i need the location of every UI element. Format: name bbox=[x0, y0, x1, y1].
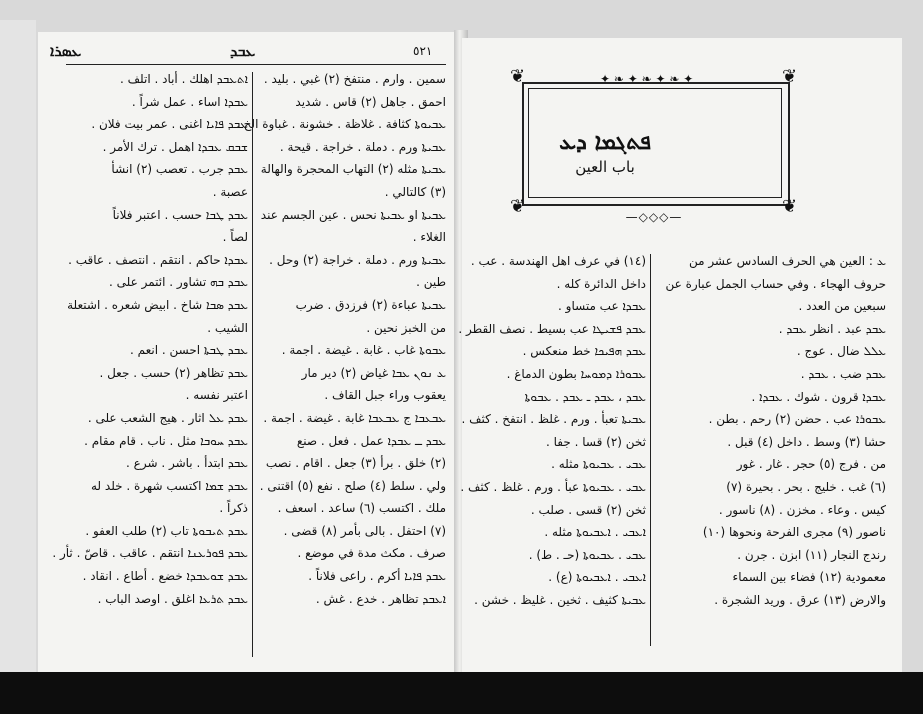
entry-line: ܥܒܝ . ܥܒܝܘܬܐ مثله . bbox=[551, 457, 646, 472]
left-margin bbox=[0, 20, 36, 680]
entry-line: ناصور (٩) مجرى الفرحة ونحوها (١٠) bbox=[702, 525, 886, 540]
entry-line: عصبة . bbox=[212, 184, 248, 199]
entry-line: ܥܒܘܪܐ ܕܡܘܚܐ بطون الدماغ . bbox=[506, 366, 646, 381]
entry-line: حروف الهجاء . وفي حساب الجمل عبارة عن bbox=[665, 276, 886, 291]
column-divider bbox=[650, 254, 651, 646]
entry-line: ܥܒܕܐ عب متساو . bbox=[558, 299, 646, 314]
entry-line: ܥܒܕܐ حاكم . انتقم . انتصف . عاقب . bbox=[68, 252, 248, 267]
entry-line: ولي . سلط (٤) صلح . نفع (٥) اقتنى . bbox=[259, 478, 446, 493]
entry-line: اعتبر نفسه . bbox=[185, 388, 248, 403]
entry-line: ܥܒܕ تظاهر (٢) حسب . جعل . bbox=[99, 365, 248, 380]
entry-line: ܥܒܝ . ܥܒܝܘܬܐ (حـ . ط) . bbox=[528, 547, 646, 562]
entry-line: داخل الدائرة كله . bbox=[556, 276, 646, 291]
entry-line: (٣) كالتالي . bbox=[384, 184, 446, 199]
divider-ornament-icon: —◇◇◇— bbox=[625, 210, 683, 224]
entry-line: احمق . جاهل (٢) قاس . شديد bbox=[295, 94, 446, 109]
column-divider bbox=[252, 72, 253, 657]
chapter-title-syriac: ܦܬܓܡܐ ܕܥ bbox=[559, 130, 651, 155]
page-number: ٥٢١ bbox=[413, 44, 433, 58]
entry-line: ܥܒܝܬܐ مثله (٢) التهاب المحجرة والهالة bbox=[260, 162, 446, 177]
entry-line: ܥܒܘܪܐ عب . حضن (٢) رحم . بطن . bbox=[708, 412, 886, 427]
entry-line: ܥܒܕ ܚܘܒܐ مثل . ناب . قام مقام . bbox=[84, 433, 248, 448]
entry-line: ܥܒܝܬܐ تعبأ . ورم . غلظ . انتفخ . كثف . bbox=[461, 412, 646, 427]
column-right bbox=[236, 68, 446, 610]
column-right bbox=[658, 250, 886, 612]
chapter-title-arabic: باب العين bbox=[575, 158, 635, 176]
entry-line: والارض (١٣) عرق . وريد الشجرة . bbox=[714, 592, 886, 607]
entry-line: ܥܒܕ ܦܘܪܥܢܐ انتقم . عاقب . قاصّ . ثأر . bbox=[52, 546, 248, 561]
entry-line: ܥܒܕ ܦܐܝܐ أكرم . راعى فلاناً . bbox=[308, 569, 446, 584]
corner-ornament-icon: ❦ bbox=[510, 66, 526, 87]
corner-ornament-icon: ❦ bbox=[782, 66, 798, 87]
entry-line: ܥܒܕ ܥܠ اثار . هيج الشعب على . bbox=[87, 410, 248, 425]
entry-line: ܥܒܘܬܐ غاب . غابة . غيضة . اجمة . bbox=[281, 343, 446, 358]
entry-line: ܥܒܕ ܫܡܐ اكتسب شهرة . خلد له bbox=[90, 478, 248, 493]
entry-line: (٢) خلق . برأ (٣) جعل . اقام . نصب bbox=[265, 456, 446, 471]
entry-line: صرف . مكث مدة في موضع . bbox=[297, 546, 446, 561]
entry-line: ܐܬܥܒܕ اهلك . أباد . اتلف . bbox=[119, 72, 248, 86]
entry-line: ܥܒܕ ܛܒܐ حسب . اعتبر فلاناً bbox=[112, 207, 248, 222]
entry-line: ܥܒܕ ܣܒܐ شاخ . ابيض شعره . اشتعلة bbox=[67, 297, 248, 312]
entry-line: ܥܒܕ ܦܐܝܐ اغنى . عمر بيت فلان . bbox=[91, 117, 248, 132]
entry-line: معمودية (١٢) فضاء بين السماء bbox=[732, 570, 886, 585]
header-rule bbox=[66, 64, 446, 65]
entry-line: ܥܒܕ ܬܝܒܘܬܐ تاب (٢) طلب العفو . bbox=[85, 523, 248, 538]
entry-line: ܥܒܥܒܐ ج ܥܒܥܒܐ غابة . غيضة . اجمة . bbox=[263, 410, 446, 425]
entry-line: ܥܒܕ ــ ܥܒܕܐ عمل . فعل . صنع bbox=[296, 433, 446, 448]
entry-line: ܥܒܕ ܗܦܝܟܐ خط منعكس . bbox=[522, 344, 646, 359]
entry-line: ذكراً . bbox=[219, 501, 248, 516]
entry-line: ܫܒܩ ܥܒܕܐ اهمل . ترك الأمر . bbox=[102, 139, 248, 154]
entry-line: ܥܒܕ عبد . انظر ܥܒܕ . bbox=[778, 321, 886, 336]
entry-line: رندج النجار (١١) ابزن . جرن . bbox=[737, 547, 886, 562]
entry-line: ܥܒܕܐ اساء . عمل شراً . bbox=[131, 94, 248, 109]
entry-line: (١٤) في عرف اهل الهندسة . عب . bbox=[470, 254, 646, 268]
left-page bbox=[38, 32, 458, 672]
entry-line: ܥ ܢܘܢ ܥܒܐ غياض (٢) دير مار bbox=[301, 365, 446, 380]
entry-line: حشا (٣) وسط . داخل (٤) قبل . bbox=[727, 434, 886, 449]
entry-line: ܥܒܝ . ܥܒܝܘܬܐ عبأ . ورم . غلظ . كثف . bbox=[460, 479, 646, 494]
entry-line: طين . bbox=[416, 275, 446, 290]
entry-line: يعقوب وراء جبل القاف . bbox=[324, 388, 446, 403]
bottom-shadow bbox=[0, 672, 923, 714]
entry-line: ܥܒܝܬܐ ورم . دملة . خراجة . قيحة . bbox=[279, 139, 446, 154]
running-head-right: ܥܣܪܐ bbox=[50, 42, 82, 60]
entry-line: ثخن (٢) قسى . صلب . bbox=[530, 502, 646, 517]
entry-line: ܐܥܒܕ تظاهر . خدع . غش . bbox=[315, 591, 446, 606]
entry-line: ܥܒܕ ܬܪܥܐ اغلق . اوصد الباب . bbox=[97, 591, 248, 606]
entry-line: ܥܒܝܬܐ كثيف . ثخين . غليظ . خشن . bbox=[474, 592, 646, 607]
column-left bbox=[458, 250, 646, 612]
entry-line: ܥܒܝܬܐ ورم . دملة . خراجة (٢) وحل . bbox=[269, 252, 446, 267]
entry-line: ܥܒܕ ابتدأ . باشر . شرع . bbox=[126, 456, 248, 471]
entry-line: ܐܥܒܝ . ܐܥܒܝܘܬܐ مثله . bbox=[544, 525, 646, 540]
right-page bbox=[458, 38, 902, 672]
entry-line: ܥܒܕ ܛܒܬܐ احسن . انعم . bbox=[129, 343, 248, 358]
entry-line: سبعين من العدد . bbox=[798, 299, 886, 314]
entry-line: كيس . وعاء . مخزن . (٨) ناسور . bbox=[718, 502, 886, 517]
entry-line: (٦) غب . خليج . بحر . بحيرة (٧) bbox=[726, 479, 886, 494]
entry-line: ܥ : العين هي الحرف السادس عشر من bbox=[688, 254, 886, 268]
entry-line: ܥܒܕ ، ܥܒܕ ـ ܥܒܕ . ܥܒܘܬܐ bbox=[524, 389, 646, 404]
entry-line: ܥܒܝܘܬܐ كثافة . غلاظة . خشونة . غباوة الخ . bbox=[236, 117, 446, 132]
entry-line: ܥܒܕܐ قرون . شوك . ܥܒܕܐ . bbox=[751, 389, 886, 404]
entry-line: الشيب . bbox=[207, 320, 248, 335]
entry-line: من . فرج (٥) حجر . غار . غور bbox=[736, 457, 886, 472]
entry-line: سمين . وارم . منتفخ (٢) غبي . بليد . bbox=[263, 72, 446, 86]
entry-line: ܥܒܝܬܐ او ܥܒܝܬܐ نحس . عين الجسم عند bbox=[260, 207, 446, 222]
corner-ornament-icon: ❦ bbox=[510, 196, 526, 217]
entry-line: الغلاء . bbox=[412, 230, 446, 245]
entry-line: من الخبز نحين . bbox=[366, 320, 446, 335]
running-head-center: ܥܒܕ bbox=[230, 42, 256, 60]
entry-line: (٧) احتفل . بالى بأمر (٨) قضى . bbox=[283, 523, 446, 538]
entry-line: ܥܒܕ ܦܫܝܛܐ عب بسيط . نصف القطر . bbox=[458, 321, 646, 336]
entry-line: ملك . اكتسب (٦) ساعد . اسعف . bbox=[277, 501, 446, 516]
entry-line: ܥܒܕ ܒܗ تشاور . ائتمر على . bbox=[109, 275, 248, 290]
entry-line: ܥܒܕ جرب . تعصب (٢) انشأ bbox=[111, 162, 248, 177]
entry-line: ܥܒܕ ܫܘܥܒܕܐ خضع . أطاع . انقاد . bbox=[82, 569, 248, 584]
column-left bbox=[52, 68, 248, 610]
corner-ornament-icon: ❦ bbox=[782, 196, 798, 217]
entry-line: لصاً . bbox=[222, 230, 248, 245]
entry-line: ܥܒܕ ضب . ܥܒܕ . bbox=[800, 366, 886, 381]
entry-line: ܥܒܝܬܐ عباءة (٢) فرزدق . ضرب bbox=[295, 297, 446, 312]
entry-line: ܐܥܒܝ . ܐܥܒܝܘܬܐ (ع) . bbox=[548, 570, 646, 585]
top-ornament-icon: ✦ ❧ ✦ ❧ ✦ ❧ ✦ bbox=[600, 72, 694, 86]
entry-line: ثخن (٢) قسا . جفا . bbox=[546, 434, 646, 449]
entry-line: ܥܠܠ ضال . عوج . bbox=[796, 344, 886, 359]
